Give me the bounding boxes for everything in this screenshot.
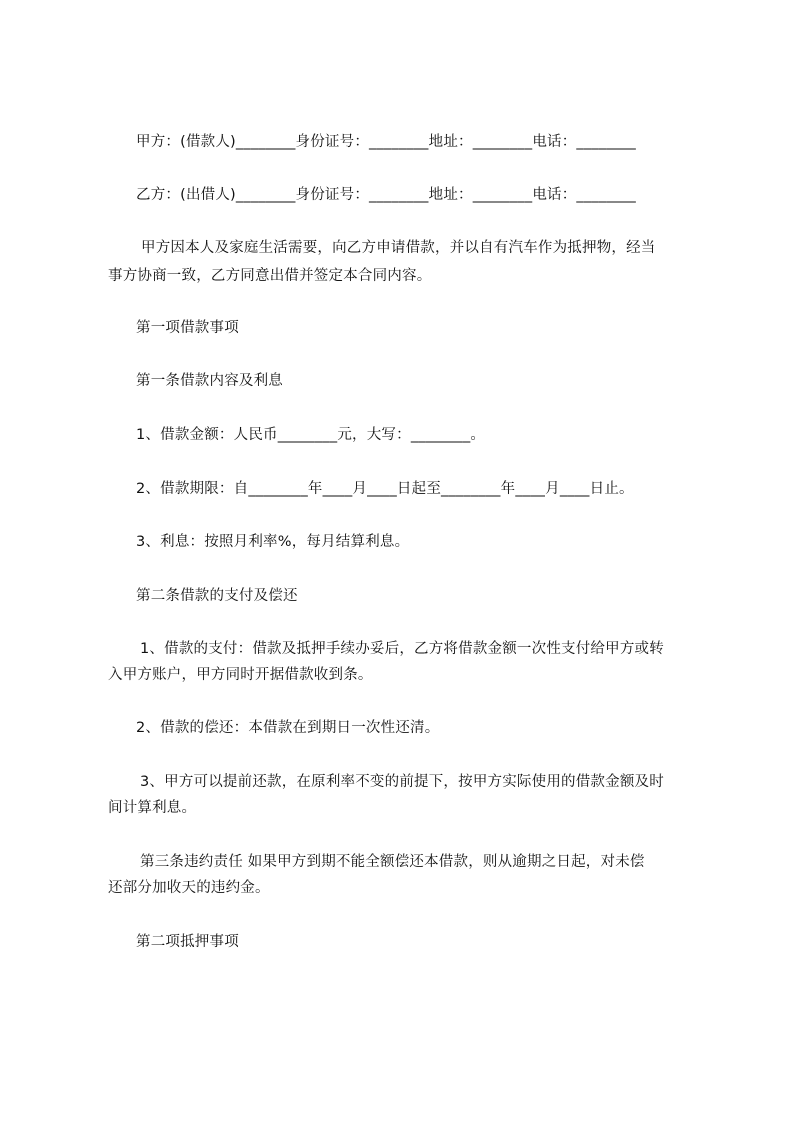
article-1-title: 第一条借款内容及利息 — [136, 373, 283, 389]
article-2-item-3-line-2: 间计算利息。 — [108, 800, 197, 816]
article-2-item-1-line-1: 1、借款的支付：借款及抵押手续办妥后，乙方将借款金额一次性支付给甲方或转 — [140, 641, 664, 657]
preamble-line-2: 事方协商一致，乙方同意出借并签定本合同内容。 — [108, 268, 432, 284]
article-2-item-2: 2、借款的偿还：本借款在到期日一次性还清。 — [136, 720, 440, 736]
article-2-title: 第二条借款的支付及偿还 — [136, 588, 298, 604]
party-b-line: 乙方：(出借人)________身份证号：________地址：________电话：________ — [136, 187, 637, 203]
preamble-line-1: 甲方因本人及家庭生活需要，向乙方申请借款，并以自有汽车作为抵押物，经当 — [141, 240, 656, 256]
section-2-title: 第二项抵押事项 — [136, 934, 239, 950]
party-a-line: 甲方：(借款人)________身份证号：________地址：________电话：________ — [136, 134, 637, 150]
article-2-item-3-line-1: 3、甲方可以提前还款，在原利率不变的前提下，按甲方实际使用的借款金额及时 — [140, 774, 664, 790]
article-3-line-2: 还部分加收天的违约金。 — [108, 880, 270, 896]
article-1-item-2: 2、借款期限：自________年____月____日起至________年____月____日止。 — [136, 481, 634, 497]
article-2-item-1-line-2: 入甲方账户，甲方同时开据借款收到条。 — [108, 667, 373, 683]
section-1-title: 第一项借款事项 — [136, 320, 239, 336]
article-1-item-1: 1、借款金额：人民币________元，大写：________。 — [136, 427, 486, 443]
article-1-item-3: 3、利息：按照月利率%，每月结算利息。 — [136, 534, 410, 550]
article-3-line-1: 第三条违约责任 如果甲方到期不能全额偿还本借款，则从逾期之日起，对未偿 — [140, 854, 645, 870]
